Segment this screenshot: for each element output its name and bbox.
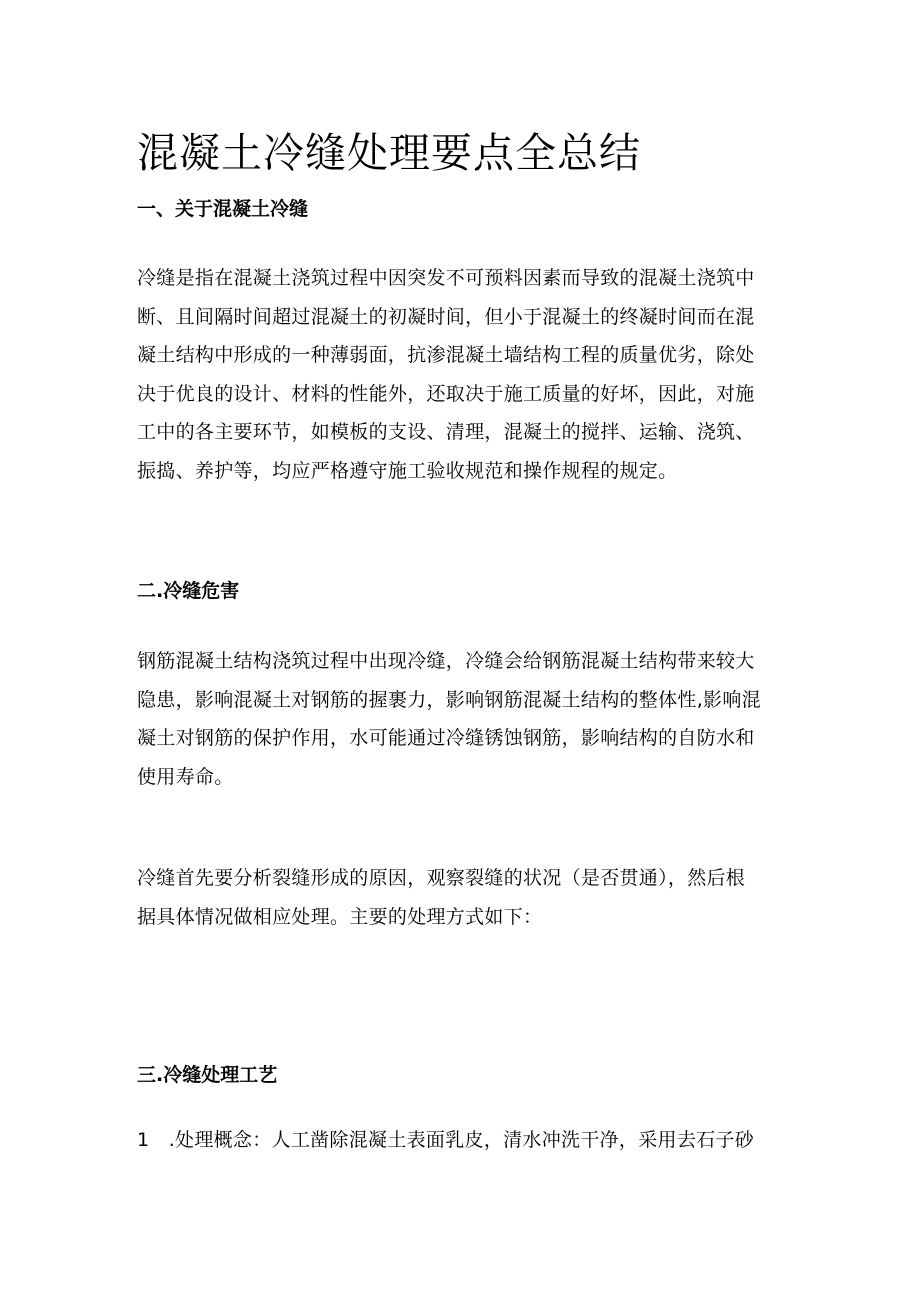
- section-heading-treatment-process: 三.冷缝处理工艺: [137, 1064, 278, 1086]
- text-line: 断、且间隔时间超过混凝土的初凝时间，但小于混凝土的终凝时间而在混: [137, 305, 755, 328]
- section-heading-cold-joint-hazards: 二.冷缝危害: [137, 580, 240, 602]
- text-line: 1 .处理概念：人工凿除混凝土表面乳皮，清水冲洗干净，采用去石子砂: [137, 1129, 755, 1151]
- section-heading-about-cold-joint: 一、关于混凝土冷缝: [137, 198, 309, 220]
- text-line: 凝土结构中形成的一种薄弱面，抗渗混凝土墙结构工程的质量优劣，除处: [137, 344, 755, 366]
- text-line: 冷缝首先要分析裂缝形成的原因，观察裂缝的状况（是否贯通），然后根: [137, 867, 746, 889]
- paragraph-cold-joint-hazards: [137, 642, 787, 796]
- paragraph-cold-joint-analysis: [137, 859, 787, 936]
- text-line: 凝土对钢筋的保护作用，水可能通过冷缝锈蚀钢筋，影响结构的自防水和: [137, 727, 755, 749]
- text-line: 钢筋混凝土结构浇筑过程中出现冷缝，冷缝会给钢筋混凝土结构带来较大: [137, 650, 755, 672]
- text-line: 使用寿命。: [137, 765, 234, 788]
- text-line: 隐患，影响混凝土对钢筋的握裹力，影响钢筋混凝土结构的整体性,影响混: [137, 688, 761, 711]
- text-line: 据具体情况做相应处理。主要的处理方式如下：: [137, 905, 543, 928]
- paragraph-treatment-concept: [137, 1121, 787, 1160]
- text-line: 冷缝是指在混凝土浇筑过程中因突发不可预料因素而导致的混凝土浇筑中: [137, 267, 755, 289]
- text-line: 振捣、养护等，均应严格遵守施工验收规范和操作规程的规定。: [137, 459, 678, 482]
- document-title: 混凝土冷缝处理要点全总结: [137, 129, 641, 177]
- text-line: 决于优良的设计、材料的性能外，还取决于施工质量的好坏，因此，对施: [137, 382, 755, 405]
- text-line: 工中的各主要环节，如模板的支设、清理，混凝土的搅拌、运输、浇筑、: [137, 421, 755, 443]
- paragraph-cold-joint-definition: [137, 259, 787, 490]
